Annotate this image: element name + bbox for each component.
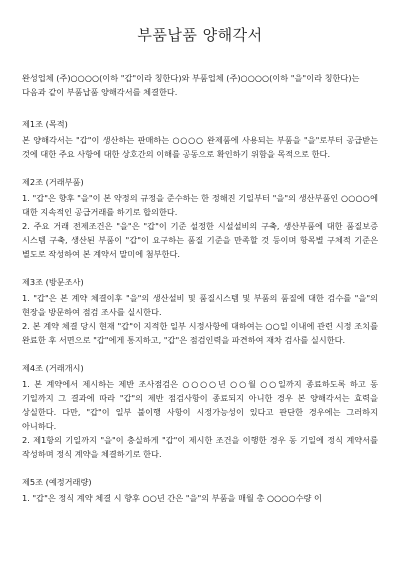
section-heading: 제3조 (방문조사): [22, 277, 84, 287]
document-title: 부품납품 양해각서: [137, 26, 263, 44]
section-paragraph: 1. 본 계약에서 제시하는 제반 조사점검은 ○○○○년 ○○월 ○○일까지 종료하도록 하고 동 기일까지 그 결과에 따라 "갑"의 제반 점검사항이 종료되지 아니한 경우 본 양해각서는 효력을 상실한다. 다만, "갑"이 일부 불이행 사항이 시정가능성이 있다고 판단한 경우에는 그러하지 아니하다.: [22, 379, 378, 431]
section-heading: 제4조 (거래개시): [22, 363, 84, 373]
section-paragraph: 1. "갑"은 정식 계약 체결 시 향후 ○○년 간은 "을"의 부품을 매월 총 ○○○○수량 이: [22, 493, 322, 503]
section-article-4: [22, 361, 378, 461]
intro-paragraph: 완성업체 (주)○○○○(이하 "갑"이라 칭한다)와 부품업체 (주)○○○○(이하 "을"이라 칭한다)는 다음과 같이 부품납품 양해각서를 체결한다.: [22, 73, 360, 97]
section-paragraph: 본 양해각서는 "갑"이 생산하는 판매하는 ○○○○ 완제품에 사용되는 부품을 "을"로부터 공급받는 것에 대한 주요 사항에 대한 상호간의 이해를 공동으로 확인하기 위함을 목적으로 한다.: [22, 135, 378, 159]
section-article-5: [22, 475, 378, 505]
section-heading: 제5조 (예정거래량): [22, 477, 92, 487]
section-heading: 제1조 (목적): [22, 119, 68, 129]
section-article-1: [22, 117, 378, 161]
section-paragraph: 1. "갑"은 본 계약 체결이후 "을"의 생산설비 및 품질시스템 및 부품의 품질에 대한 검수를 "을"의 현장을 방문하여 점검 조사를 실시한다.: [22, 293, 378, 317]
section-paragraph: 2. 제1항의 기일까지 "을"이 충실하게 "갑"이 제시한 조건을 이행한 경우 동 기일에 정식 계약서를 작성하며 정식 계약을 체결하기로 한다.: [22, 435, 378, 459]
section-paragraph: 1. "갑"은 향후 "을"이 본 약정의 규정을 준수하는 한 정해진 기일부터 "을"의 생산부품인 ○○○○에 대한 지속적인 공급거래를 하기로 합의한다.: [22, 193, 378, 217]
section-paragraph: 2. 본 계약 체결 당시 현재 "갑"이 지적한 일부 시정사항에 대하여는 ○○일 이내에 관련 시정 조치를 완료한 후 서면으로 "갑"에게 통지하고, "갑"은 점검인력을 파견하여 재차 검사를 실시한다.: [22, 321, 378, 345]
section-heading: 제2조 (거래부품): [22, 177, 84, 187]
section-article-2: [22, 175, 378, 261]
section-article-3: [22, 275, 378, 347]
section-paragraph: 2. 주요 거래 전제조건은 "을"은 "갑"이 기준 설정한 시설설비의 구축, 생산부품에 대한 품질보증 시스템 구축, 생산된 부품이 "갑"이 요구하는 품질 기준을 만족할 것 등이며 항목별 구체적 기준은 별도로 작성하여 본 계약서 말미에 첨부한다.: [22, 221, 378, 259]
